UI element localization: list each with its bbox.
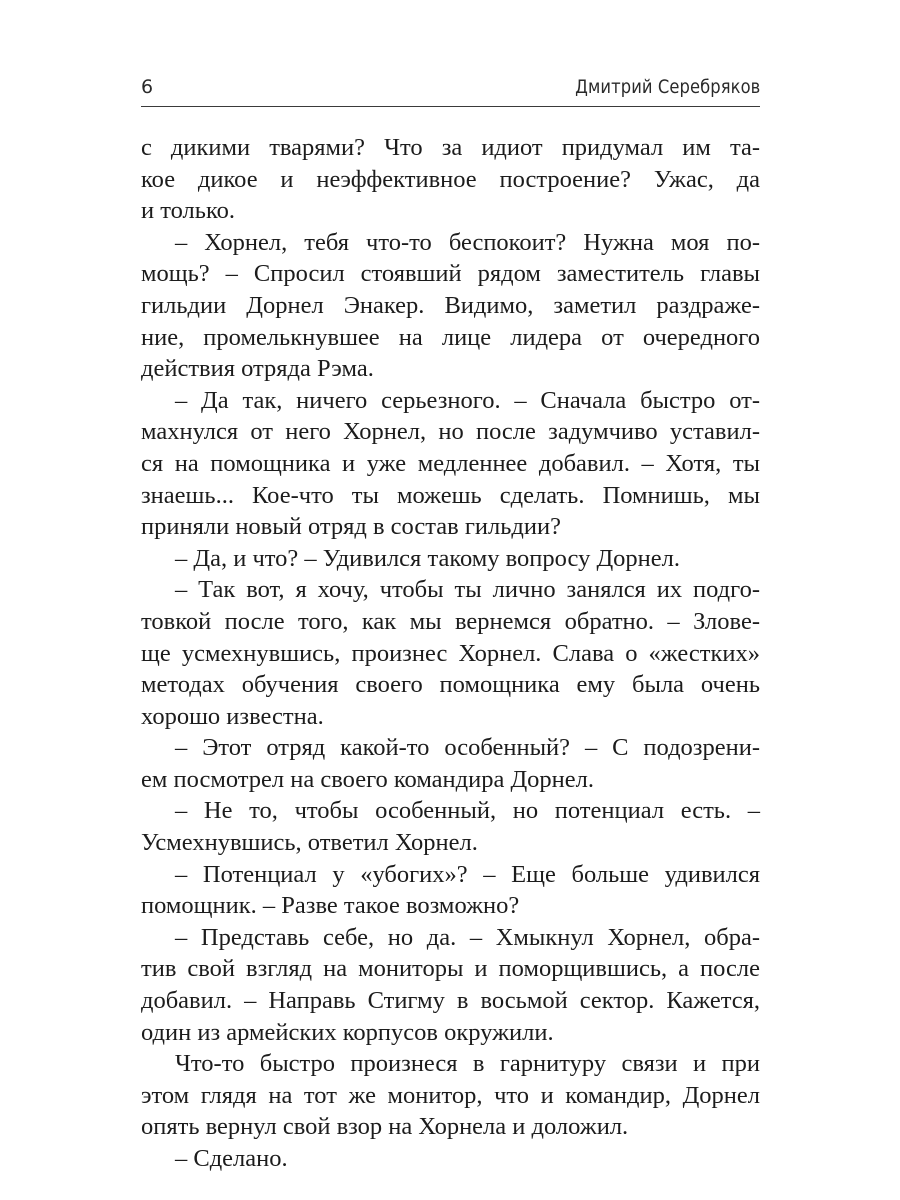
text-line: ем посмотрел на своего командира Дорнел. <box>141 765 595 793</box>
text-line: действия отряда Рэма. <box>141 355 374 383</box>
text-line: приняли новый отряд в состав гильдии? <box>141 513 561 541</box>
text-line: опять вернул свой взор на Хорнела и доложил. <box>141 1113 629 1141</box>
text-line: махнулся от него Хорнел, но после задумчиво уставил- <box>141 418 760 446</box>
text-line: добавил. – Направь Стигму в восьмой сектор. Кажется, <box>141 987 760 1015</box>
text-line: хорошо известна. <box>141 702 324 730</box>
text-line: знаешь... Кое-что ты можешь сделать. Помнишь, мы <box>141 481 760 509</box>
running-title-author: Дмитрий Серебряков <box>574 76 760 98</box>
paragraph-first-line: – Потенциал у «убогих»? – Еще больше удивился <box>175 860 760 888</box>
paragraph-first-line: – Хорнел, тебя что-то беспокоит? Нужна моя по- <box>175 228 760 256</box>
page-header <box>141 76 760 104</box>
text-line: мощь? – Спросил стоявший рядом заместитель главы <box>141 260 760 288</box>
text-line: и только. <box>141 197 235 225</box>
page-number: 6 <box>141 76 154 98</box>
text-line: этом глядя на тот же монитор, что и командир, Дорнел <box>141 1081 760 1109</box>
body-text <box>141 132 760 1175</box>
text-line: ще усмехнувшись, произнес Хорнел. Слава о «жестких» <box>141 639 760 667</box>
text-line: кое дикое и неэффективное построение? Ужас, да <box>141 165 760 193</box>
header-rule-divider <box>141 106 760 107</box>
paragraph-first-line: – Представь себе, но да. – Хмыкнул Хорнел, обра- <box>175 923 760 951</box>
paragraph-first-line: Что-то быстро произнеся в гарнитуру связи и при <box>175 1050 760 1078</box>
text-line: помощник. – Разве такое возможно? <box>141 892 520 920</box>
text-line: товкой после того, как мы вернемся обратно. – Злове- <box>141 607 760 635</box>
paragraph-first-line: – Сделано. <box>175 1145 288 1172</box>
paragraph-first-line: – Да, и что? – Удивился такому вопросу Дорнел. <box>175 544 680 572</box>
text-line: ся на помощника и уже медленнее добавил. – Хотя, ты <box>141 449 760 477</box>
text-line: тив свой взгляд на мониторы и поморщившись, а после <box>141 955 760 983</box>
paragraph-first-line: – Не то, чтобы особенный, но потенциал есть. – <box>175 797 760 825</box>
paragraph-first-line: – Так вот, я хочу, чтобы ты лично занялся их подго- <box>175 576 760 604</box>
text-line: методах обучения своего помощника ему была очень <box>141 671 760 699</box>
text-line: один из армейских корпусов окружили. <box>141 1018 554 1046</box>
paragraph-first-line: – Этот отряд какой-то особенный? – С подозрени- <box>175 734 760 762</box>
paragraph-first-line: – Да так, ничего серьезного. – Сначала быстро от- <box>175 386 760 414</box>
text-line: гильдии Дорнел Энакер. Видимо, заметил раздраже- <box>141 291 760 319</box>
text-line: ние, промелькнувшее на лице лидера от очередного <box>141 323 760 351</box>
text-line: с дикими тварями? Что за идиот придумал им та- <box>141 134 760 161</box>
text-line: Усмехнувшись, ответил Хорнел. <box>141 829 478 857</box>
